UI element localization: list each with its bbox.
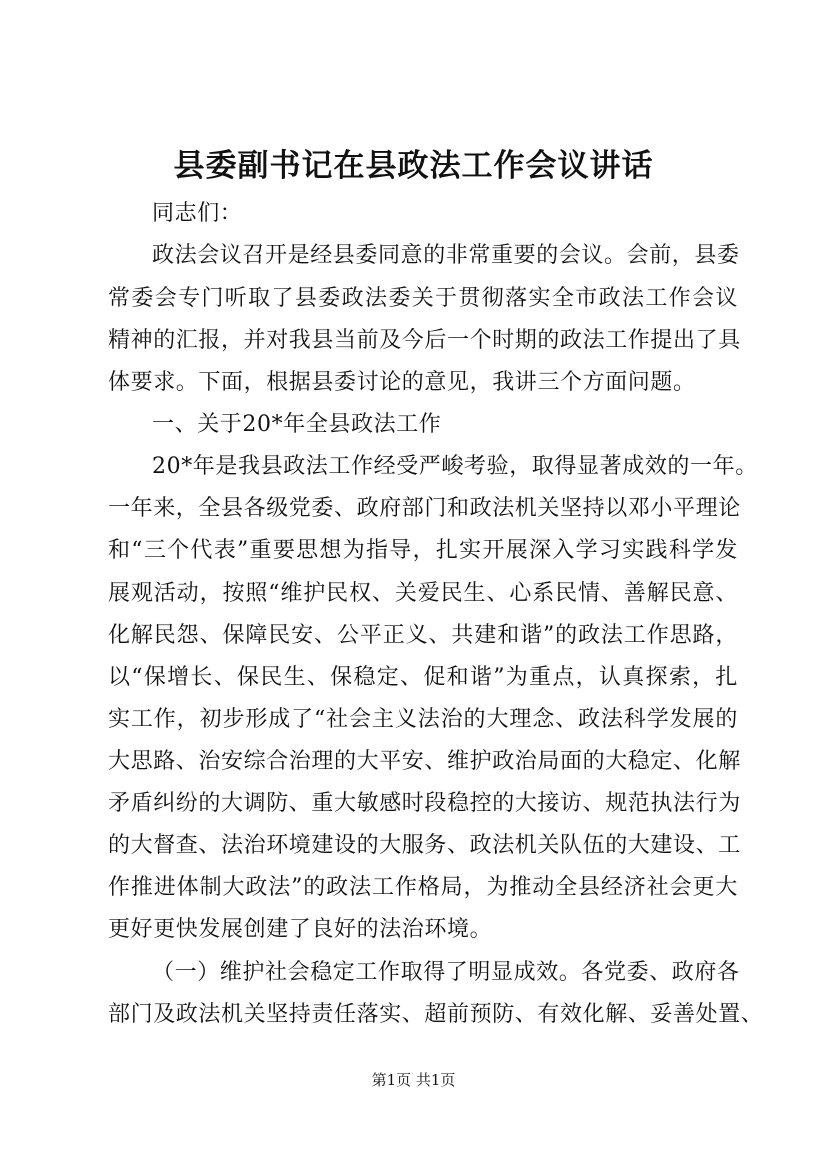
paragraph-line: 大思路、治安综合治理的大平安、维护政治局面的大稳定、化解 — [108, 749, 741, 774]
paragraph-line: 常委会专门听取了县委政法委关于贯彻落实全市政法工作会议 — [108, 286, 738, 311]
salutation: 同志们： — [152, 201, 243, 226]
paragraph-line: 一年来，全县各级党委、政府部门和政法机关坚持以邓小平理论 — [108, 496, 741, 521]
page-number-footer: 第1页 共1页 — [371, 1071, 456, 1089]
paragraph-line: 和“三个代表”重要思想为指导，扎实开展深入学习实践科学发 — [108, 538, 738, 563]
paragraph-line: 更好更快发展创建了良好的法治环境。 — [108, 917, 493, 942]
paragraph-line: 部门及政法机关坚持责任落实、超前预防、有效化解、妥善处置、 — [108, 1002, 764, 1027]
paragraph-line: 政法会议召开是经县委同意的非常重要的会议。会前，县委 — [152, 243, 740, 268]
paragraph-line: 实工作，初步形成了“社会主义法治的大理念、政法科学发展的 — [108, 707, 738, 732]
paragraph-line: 作推进体制大政法”的政法工作格局，为推动全县经济社会更大 — [108, 875, 738, 900]
document-body — [108, 0, 764, 1170]
section-heading: 一、关于20*年全县政法工作 — [152, 412, 442, 437]
paragraph-line: （一）维护社会稳定工作取得了明显成效。各党委、政府各 — [152, 960, 740, 985]
paragraph-line: 化解民怨、保障民安、公平正义、共建和谐”的政法工作思路， — [108, 623, 738, 648]
document-title: 县委副书记在县政法工作会议讲话 — [173, 148, 654, 184]
paragraph-line: 矛盾纠纷的大调防、重大敏感时段稳控的大接访、规范执法行为 — [108, 791, 741, 816]
paragraph-line: 展观活动，按照“维护民权、关爱民生、心系民情、善解民意、 — [108, 581, 738, 606]
paragraph-line: 20*年是我县政法工作经受严峻考验，取得显著成效的一年。 — [152, 454, 758, 479]
paragraph-line: 以“保增长、保民生、保稳定、促和谐”为重点，认真探索，扎 — [108, 665, 738, 690]
paragraph-line: 体要求。下面，根据县委讨论的意见，我讲三个方面问题。 — [108, 370, 696, 395]
paragraph-line: 精神的汇报，并对我县当前及今后一个时期的政法工作提出了具 — [108, 328, 741, 353]
paragraph-line: 的大督查、法治环境建设的大服务、政法机关队伍的大建设、工 — [108, 833, 741, 858]
